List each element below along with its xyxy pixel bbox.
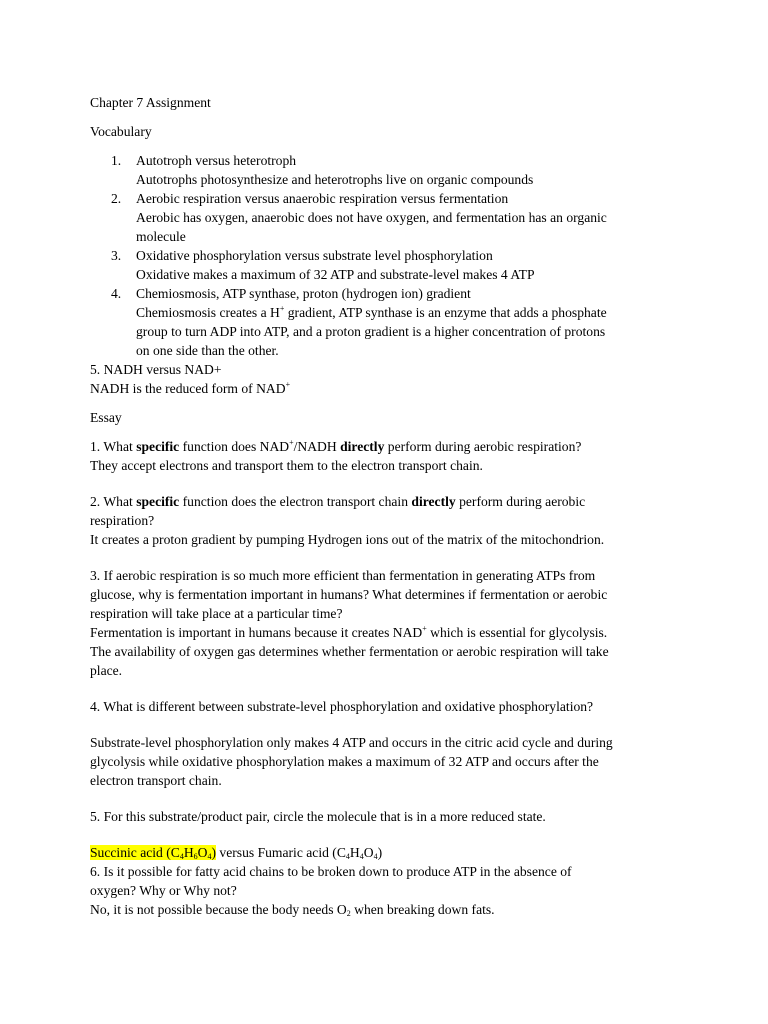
vocab-item-3 — [90, 246, 690, 284]
vocab-answer: on one side than the other. — [136, 343, 279, 358]
document-title: Chapter 7 Assignment — [90, 95, 211, 110]
vocab-answer: molecule — [136, 229, 186, 244]
highlighted-answer: Succinic acid $(C_4H_6O_4)$ — [90, 845, 217, 861]
vocab-answer: group to turn ADP into ATP, and a proton gradient is a higher concentration of protons — [136, 324, 606, 339]
vocabulary-heading: Vocabulary — [90, 124, 152, 139]
essay-question-2-cont: respiration? — [90, 513, 155, 528]
vocab-answer: Aerobic has oxygen, anaerobic does not have oxygen, and fermentation has an organic — [136, 210, 607, 225]
vocab-term: Aerobic respiration versus anaerobic respiration versus fermentation — [136, 191, 509, 206]
essay-question-3: 3. If aerobic respiration is so much more efficient than fermentation in generating ATPs from — [90, 568, 596, 583]
vocab-answer: Chemiosmosis creates a H+ gradient, ATP synthase is an enzyme that adds a phosphate — [136, 304, 607, 320]
list-number: 3. — [111, 248, 122, 263]
essay-answer-4-cont: glycolysis while oxidative phosphorylation makes a maximum of 32 ATP and occurs after the — [90, 754, 599, 769]
list-number: 2. — [111, 191, 122, 206]
essay-question-6-cont: oxygen? Why or Why not? — [90, 883, 237, 898]
vocab-term: Chemiosmosis, ATP synthase, proton (hydrogen ion) gradient — [136, 286, 471, 301]
document-page — [90, 93, 690, 919]
vocab-item-5-term: 5. NADH versus NAD+ — [90, 362, 222, 377]
essay-answer-5: Succinic acid $(C_4H_6O_4)$ versus Fumaric acid $(C_4H_4O_4)$ — [90, 845, 383, 861]
list-number: 1. — [111, 153, 122, 168]
essay-question-5: 5. For this substrate/product pair, circle the molecule that is in a more reduced state. — [90, 809, 546, 824]
essay-answer-3: Fermentation is important in humans because it creates NAD+ which is essential for glycolysis. — [90, 624, 608, 640]
vocab-item-5-answer: NADH is the reduced form of NAD+ — [90, 380, 291, 396]
vocab-answer: Autotrophs photosynthesize and heterotrophs live on organic compounds — [136, 172, 534, 187]
essay-answer-2: It creates a proton gradient by pumping Hydrogen ions out of the matrix of the mitochondrion. — [90, 532, 605, 547]
essay-heading: Essay — [90, 410, 122, 425]
essay-answer-6: No, it is not possible because the body needs $O_2$ when breaking down fats. — [90, 902, 495, 918]
essay-question-2: 2. What specific function does the electron transport chain directly perform during aerobic — [90, 494, 586, 509]
essay-answer-4: Substrate-level phosphorylation only makes 4 ATP and occurs in the citric acid cycle and during — [90, 735, 613, 750]
vocab-term: Autotroph versus heterotroph — [136, 153, 297, 168]
essay-question-6: 6. Is it possible for fatty acid chains to be broken down to produce ATP in the absence of — [90, 864, 572, 879]
essay-answer-4-cont: electron transport chain. — [90, 773, 222, 788]
essay-question-4: 4. What is different between substrate-level phosphorylation and oxidative phosphorylation? — [90, 699, 594, 714]
vocab-item-4 — [90, 284, 690, 360]
essay-answer-3-cont: The availability of oxygen gas determines whether fermentation or aerobic respiration will take — [90, 644, 609, 659]
list-number: 4. — [111, 286, 122, 301]
vocab-answer: Oxidative makes a maximum of 32 ATP and substrate-level makes 4 ATP — [136, 267, 535, 282]
vocab-item-2 — [90, 189, 690, 246]
essay-answer-3-cont: place. — [90, 663, 123, 678]
essay-answer-1: They accept electrons and transport them to the electron transport chain. — [90, 458, 483, 473]
vocab-item-1 — [90, 151, 690, 189]
essay-question-3-cont: glucose, why is fermentation important in humans? What determines if fermentation or aerobic — [90, 587, 608, 602]
essay-question-3-cont: respiration will take place at a particular time? — [90, 606, 343, 621]
essay-question-1: 1. What specific function does NAD+/NADH directly perform during aerobic respiration? — [90, 438, 582, 454]
vocab-term: Oxidative phosphorylation versus substrate level phosphorylation — [136, 248, 493, 263]
